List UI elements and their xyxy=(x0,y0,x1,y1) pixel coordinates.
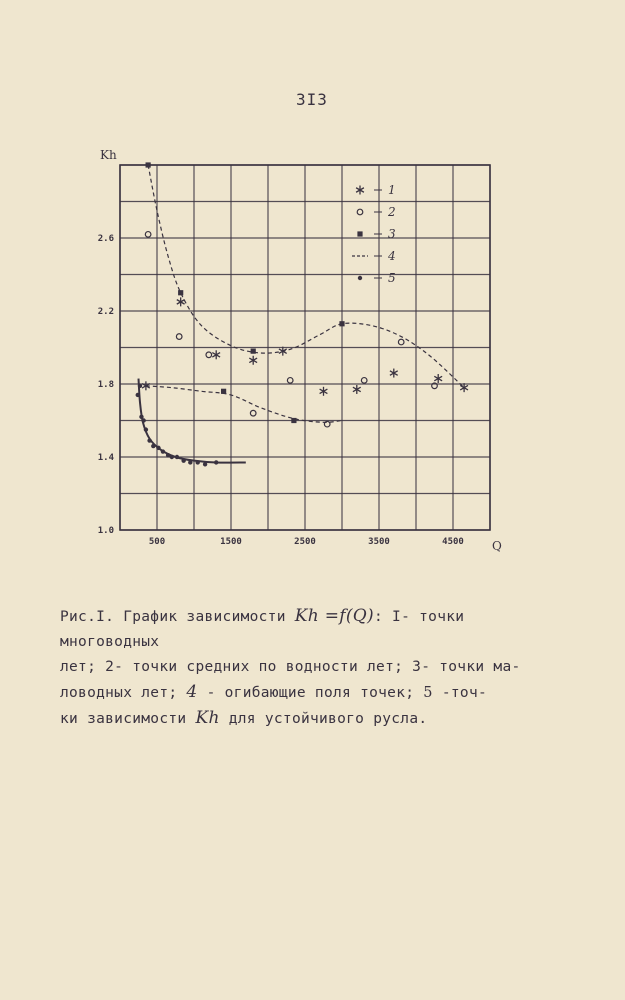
y-tick-label: 1.8 xyxy=(97,380,114,390)
data-point-series-5 xyxy=(151,444,155,448)
x-tick-label: 3500 xyxy=(368,537,390,547)
caption-fq: =f(Q) xyxy=(319,606,374,626)
legend-marker-dot xyxy=(358,276,362,280)
legend-label: 4 xyxy=(388,249,396,263)
data-point-series-5 xyxy=(139,415,143,419)
legend-label: 5 xyxy=(388,271,396,285)
data-point-series-5 xyxy=(188,460,192,464)
legend xyxy=(352,183,396,285)
caption-line-2: лет; 2- точки средних по водности лет; 3- точки ма- xyxy=(60,659,521,675)
caption-line3-a: ловодных лет; xyxy=(60,685,187,701)
envelope-curve xyxy=(146,386,342,423)
data-point-series-1 xyxy=(212,350,220,359)
data-point-series-2 xyxy=(250,410,256,416)
figure-caption xyxy=(60,604,560,732)
data-point-series-5 xyxy=(144,427,148,431)
data-point-series-5 xyxy=(170,455,174,459)
y-axis-label: Kh xyxy=(100,148,117,162)
data-point-series-5 xyxy=(156,446,160,450)
data-point-series-5 xyxy=(181,458,185,462)
x-tick-label: 4500 xyxy=(442,537,464,547)
data-point-series-3 xyxy=(221,389,226,394)
data-point-series-5 xyxy=(136,393,140,397)
tick-labels xyxy=(98,148,502,553)
y-tick-label: 1.0 xyxy=(97,526,114,536)
data-point-series-2 xyxy=(145,232,151,238)
caption-line4-a: ки зависимости xyxy=(60,711,196,727)
data-point-series-2 xyxy=(287,378,293,384)
data-point-series-1 xyxy=(390,369,398,378)
legend-label: 2 xyxy=(388,205,396,219)
data-point-series-2 xyxy=(206,352,212,358)
data-point-series-2 xyxy=(398,339,404,345)
data-point-series-5 xyxy=(214,460,218,464)
y-tick-label: 2.2 xyxy=(97,307,114,317)
caption-line-3 xyxy=(60,680,560,706)
data-point-series-5 xyxy=(203,462,207,466)
legend-marker-square xyxy=(357,231,362,236)
x-axis-label: Q xyxy=(492,539,502,553)
legend-marker-circle xyxy=(357,209,363,215)
x-tick-label: 500 xyxy=(148,537,166,547)
data-point-series-5 xyxy=(138,384,142,388)
caption-prefix: Рис.I. График зависимости xyxy=(60,609,295,625)
caption-num-4: 4 xyxy=(186,682,198,702)
data-point-series-5 xyxy=(141,418,145,422)
data-point-series-2 xyxy=(361,378,367,384)
data-point-series-5 xyxy=(147,438,151,442)
x-tick-label: 1500 xyxy=(220,537,242,547)
data-point-series-3 xyxy=(339,321,344,326)
caption-line3-c: -точ- xyxy=(432,685,488,701)
caption-kh: Kh xyxy=(294,606,320,626)
legend-label: 1 xyxy=(388,183,396,197)
caption-line-1 xyxy=(60,604,560,655)
page-number: 3I3 xyxy=(296,90,328,109)
data-point-series-5 xyxy=(161,449,165,453)
caption-line3-b: - огибающие поля точек; xyxy=(197,685,424,701)
data-point-series-1 xyxy=(177,297,185,306)
data-point-series-2 xyxy=(324,421,330,427)
x-tick-label: 2500 xyxy=(294,537,316,547)
data-point-series-1 xyxy=(434,374,442,383)
legend-marker-asterisk xyxy=(356,186,364,195)
data-point-series-1 xyxy=(320,387,328,396)
curves xyxy=(139,165,465,463)
caption-num-5: 5 xyxy=(423,685,433,701)
data-point-series-3 xyxy=(178,290,183,295)
caption-kh-2: Kh xyxy=(195,708,220,728)
y-tick-label: 2.6 xyxy=(97,234,114,244)
y-tick-label: 1.4 xyxy=(97,453,114,463)
data-point-series-2 xyxy=(176,334,182,340)
data-point-series-3 xyxy=(251,349,256,354)
envelope-curve xyxy=(148,165,464,388)
caption-line-4 xyxy=(60,706,560,732)
data-point-series-5 xyxy=(175,455,179,459)
caption-line4-b: для устойчивого русла. xyxy=(219,711,428,727)
data-point-series-3 xyxy=(291,418,296,423)
data-point-series-5 xyxy=(196,460,200,464)
data-point-series-3 xyxy=(146,162,151,167)
grid xyxy=(120,165,490,530)
legend-label: 3 xyxy=(388,227,396,241)
data-point-series-1 xyxy=(353,385,361,394)
caption-line1-rest: : I- точки многоводных xyxy=(60,609,465,650)
data-point-series-1 xyxy=(249,356,257,365)
